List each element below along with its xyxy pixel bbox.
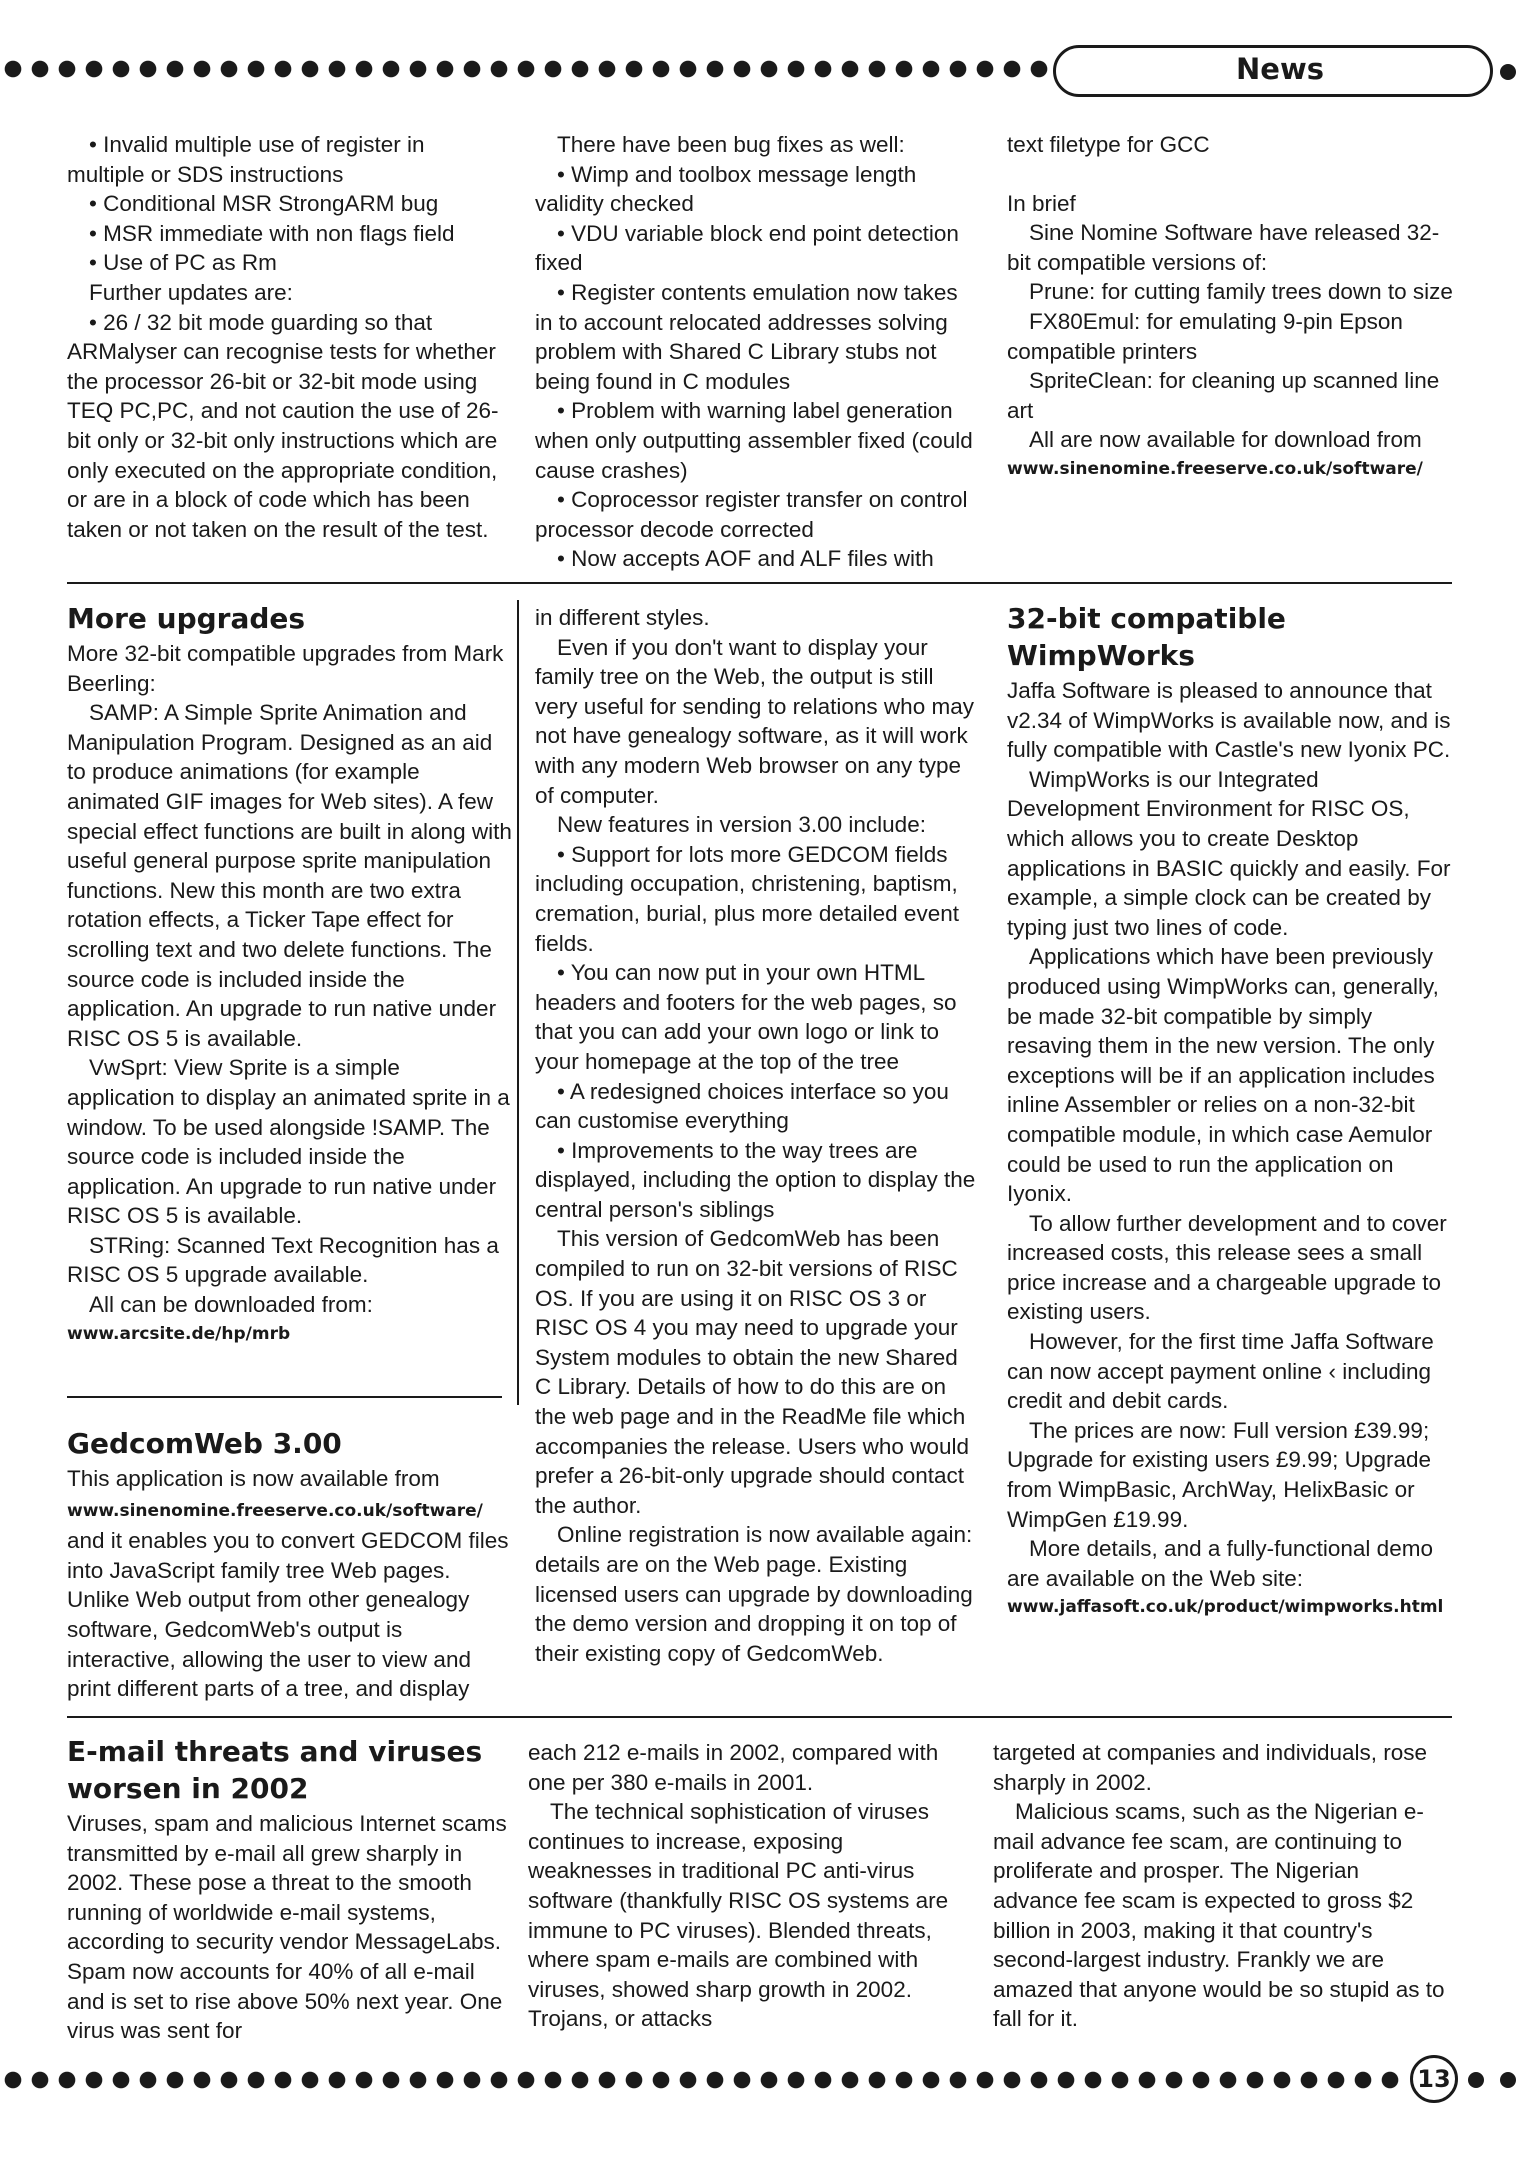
paragraph: Prune: for cutting family trees down to size (1029, 279, 1453, 305)
paragraph: FX80Emul: for emulating 9-pin Epson compatible printers (1007, 308, 1403, 364)
paragraph: • Problem with warning label generation when only outputting assembler fixed (could cause crashes) (535, 398, 973, 483)
top-col-1 (67, 130, 507, 544)
paragraph: VwSprt: View Sprite is a simple application to display an animated sprite in a window. To be used alongside !SAMP. The source code is included inside the application. An upgrade to run native under RISC OS 5 is available. (67, 1055, 510, 1229)
email-col-2 (528, 1738, 973, 2034)
top-col-3 (1007, 130, 1457, 485)
paragraph: The technical sophistication of viruses continues to increase, exposing weaknesses in traditional PC anti-virus software (thankfully RISC OS systems are immune to PC viruses). Blended threats, where spam e-mails are combined with viruses, showed sharp growth in 2002. Trojans, or attacks (528, 1799, 949, 2032)
paragraph: However, for the first time Jaffa Software can now accept payment online ‹ including credit and debit cards. (1007, 1329, 1434, 1414)
in-brief-heading: In brief (1007, 190, 1076, 216)
paragraph: This application is now available from (67, 1466, 440, 1491)
paragraph: Malicious scams, such as the Nigerian e-mail advance fee scam, are continuing to proliferate and prosper. The Nigerian advance fee scam is expected to gross $2 billion in 2003, making it that country's second-largest industry. Frankly we are amazed that anyone would be so stupid as to fall for it. (993, 1799, 1445, 2032)
section-divider (67, 1716, 1452, 1718)
paragraph: • A redesigned choices interface so you can customise everything (535, 1078, 949, 1134)
footer-end-dot (1500, 2072, 1516, 2088)
header-end-dot (1500, 64, 1516, 80)
header-dot-rule (0, 56, 1052, 86)
paragraph: • You can now put in your own HTML headers and footers for the web pages, so that you can add your own logo or link to your homepage at the top of the tree (535, 960, 957, 1074)
sinenomine-link[interactable]: www.sinenomine.freeserve.co.uk/software/ (67, 1500, 483, 1521)
paragraph: each 212 e-mails in 2002, compared with one per 380 e-mails in 2001. (528, 1740, 939, 1795)
page-number: 13 (1410, 2055, 1458, 2103)
section-label: News (1236, 52, 1324, 86)
paragraph: • Register contents emulation now takes in to account relocated addresses solving problem with Shared C Library stubs not being found in C modules (535, 279, 958, 394)
paragraph: More 32-bit compatible upgrades from Mark Beerling: (67, 641, 504, 696)
gedcomweb-article (67, 1425, 512, 1704)
paragraph: • Use of PC as Rm (89, 250, 277, 276)
column-divider (517, 600, 519, 1405)
paragraph: Further updates are: (89, 279, 293, 305)
article-heading: More upgrades (67, 602, 306, 635)
paragraph: • Support for lots more GEDCOM fields including occupation, christening, baptism, cremation, burial, plus more detailed event fields. (535, 841, 959, 956)
paragraph: To allow further development and to cover increased costs, this release sees a small price increase and a chargeable upgrade to existing users. (1007, 1210, 1447, 1325)
paragraph: • Wimp and toolbox message length validity checked (535, 161, 917, 217)
paragraph: in different styles. (535, 605, 710, 630)
paragraph: SpriteClean: for cleaning up scanned line art (1007, 368, 1440, 423)
article-heading: GedcomWeb 3.00 (67, 1427, 342, 1460)
paragraph: Applications which have been previously produced using WimpWorks can, generally, be made 32-bit compatible by simply resaving them in the new version. The only exceptions will be if an application includes inline Assembler or relies on a non-32-bit compatible module, in which case Aemulor could be used to run the application on Iyonix. (1007, 944, 1439, 1207)
paragraph: SAMP: A Simple Sprite Animation and Manipulation Program. Designed as an aid to produce animations (for example animated GIF images for Web sites). A few special effect functions are built in along with useful general purpose sprite manipulation functions. New this month are two extra rotation effects, a Ticker Tape effect for scrolling text and two delete functions. The source code is included inside the application. An upgrade to run native under RISC OS 5 is available. (67, 700, 512, 1051)
paragraph: There have been bug fixes as well: (557, 132, 905, 157)
gedcomweb-continued (535, 603, 980, 1668)
paragraph: More details, and a fully-functional demo are available on the Web site: (1007, 1536, 1433, 1591)
paragraph: • Now accepts AOF and ALF files with (557, 546, 934, 572)
jaffasoft-link[interactable]: www.jaffasoft.co.uk/product/wimpworks.html (1007, 1597, 1444, 1618)
paragraph: This version of GedcomWeb has been compiled to run on 32-bit versions of RISC OS. If you are using it on RISC OS 3 or RISC OS 4 you may need to upgrade your System modules to obtain the new Shared C Library. Details of how to do this are on the web page and in the ReadMe file which accompanies the release. Users who would prefer a 26-bit-only upgrade should contact the author. (535, 1226, 969, 1518)
paragraph: • MSR immediate with non flags field (89, 220, 455, 246)
paragraph: Jaffa Software is pleased to announce that v2.34 of WimpWorks is available now, and is fully compatible with Castle's new Iyonix PC. (1007, 678, 1451, 763)
paragraph: STRing: Scanned Text Recognition has a RISC OS 5 upgrade available. (67, 1232, 499, 1288)
section-divider (67, 582, 1452, 584)
paragraph: The prices are now: Full version £39.99; Upgrade for existing users £9.99; Upgrade from WimpBasic, ArchWay, HelixBasic or WimpGen £19.99. (1007, 1417, 1431, 1532)
paragraph: text filetype for GCC (1007, 132, 1210, 157)
paragraph: Even if you don't want to display your family tree on the Web, the output is still very useful for sending to relations who may not have genealogy software, as it will work with any modern Web browser on any type of computer. (535, 634, 974, 808)
paragraph: • 26 / 32 bit mode guarding so that ARMalyser can recognise tests for whether the processor 26-bit or 32-bit mode using TEQ PC,PC, and not caution the use of 26-bit only or 32-bit only instructions which are only executed on the appropriate condition, or are in a block of code which has been taken or not taken on the result of the test. (67, 309, 499, 542)
paragraph: Viruses, spam and malicious Internet scams transmitted by e-mail all grew sharply in 2002. These pose a threat to the smooth running of worldwide e-mail systems, according to security vendor MessageLabs. Spam now accounts for 40% of all e-mail and is set to rise above 50% next year. One virus was sent for (67, 1811, 507, 2044)
paragraph: Sine Nomine Software have released 32-bit compatible versions of: (1007, 220, 1440, 275)
email-article (67, 1733, 507, 2046)
paragraph: New features in version 3.00 include: (557, 812, 926, 838)
paragraph: All are now available for download from (1029, 427, 1422, 453)
paragraph: • Improvements to the way trees are displayed, including the option to display the central person's siblings (535, 1137, 976, 1222)
article-divider (67, 1396, 502, 1398)
paragraph: Online registration is now available again: details are on the Web page. Existing licensed users can upgrade by downloading the demo version and dropping it on top of their existing copy of GedcomWeb. (535, 1522, 973, 1666)
wimpworks-article (1007, 600, 1457, 1623)
sinenomine-link[interactable]: www.sinenomine.freeserve.co.uk/software/ (1007, 458, 1423, 479)
paragraph: • Conditional MSR StrongARM bug (89, 191, 439, 217)
email-col-3 (993, 1738, 1448, 2034)
article-heading: 32-bit compatible WimpWorks (1007, 602, 1286, 672)
top-col-2 (535, 130, 980, 574)
arcsite-link[interactable]: www.arcsite.de/hp/mrb (67, 1323, 291, 1344)
paragraph: targeted at companies and individuals, rose sharply in 2002. (993, 1740, 1428, 1795)
paragraph: All can be downloaded from: (89, 1292, 373, 1318)
footer-dot-rule (0, 2067, 1405, 2097)
more-upgrades-article (67, 600, 512, 1349)
paragraph: • VDU variable block end point detection fixed (535, 220, 959, 276)
paragraph: • Coprocessor register transfer on control processor decode corrected (535, 487, 968, 542)
paragraph: and it enables you to convert GEDCOM files into JavaScript family tree Web pages. Unlike Web output from other genealogy software, GedcomWeb's output is interactive, allowing the user to view and print different parts of a tree, and display (67, 1528, 509, 1702)
article-heading: E-mail threats and viruses worsen in 2002 (67, 1735, 483, 1805)
paragraph: WimpWorks is our Integrated Development Environment for RISC OS, which allows you to create Desktop applications in BASIC quickly and easily. For example, a simple clock can be created by typing just two lines of code. (1007, 766, 1451, 940)
paragraph: • Invalid multiple use of register in multiple or SDS instructions (67, 132, 425, 187)
footer-end-dot (1468, 2072, 1484, 2088)
